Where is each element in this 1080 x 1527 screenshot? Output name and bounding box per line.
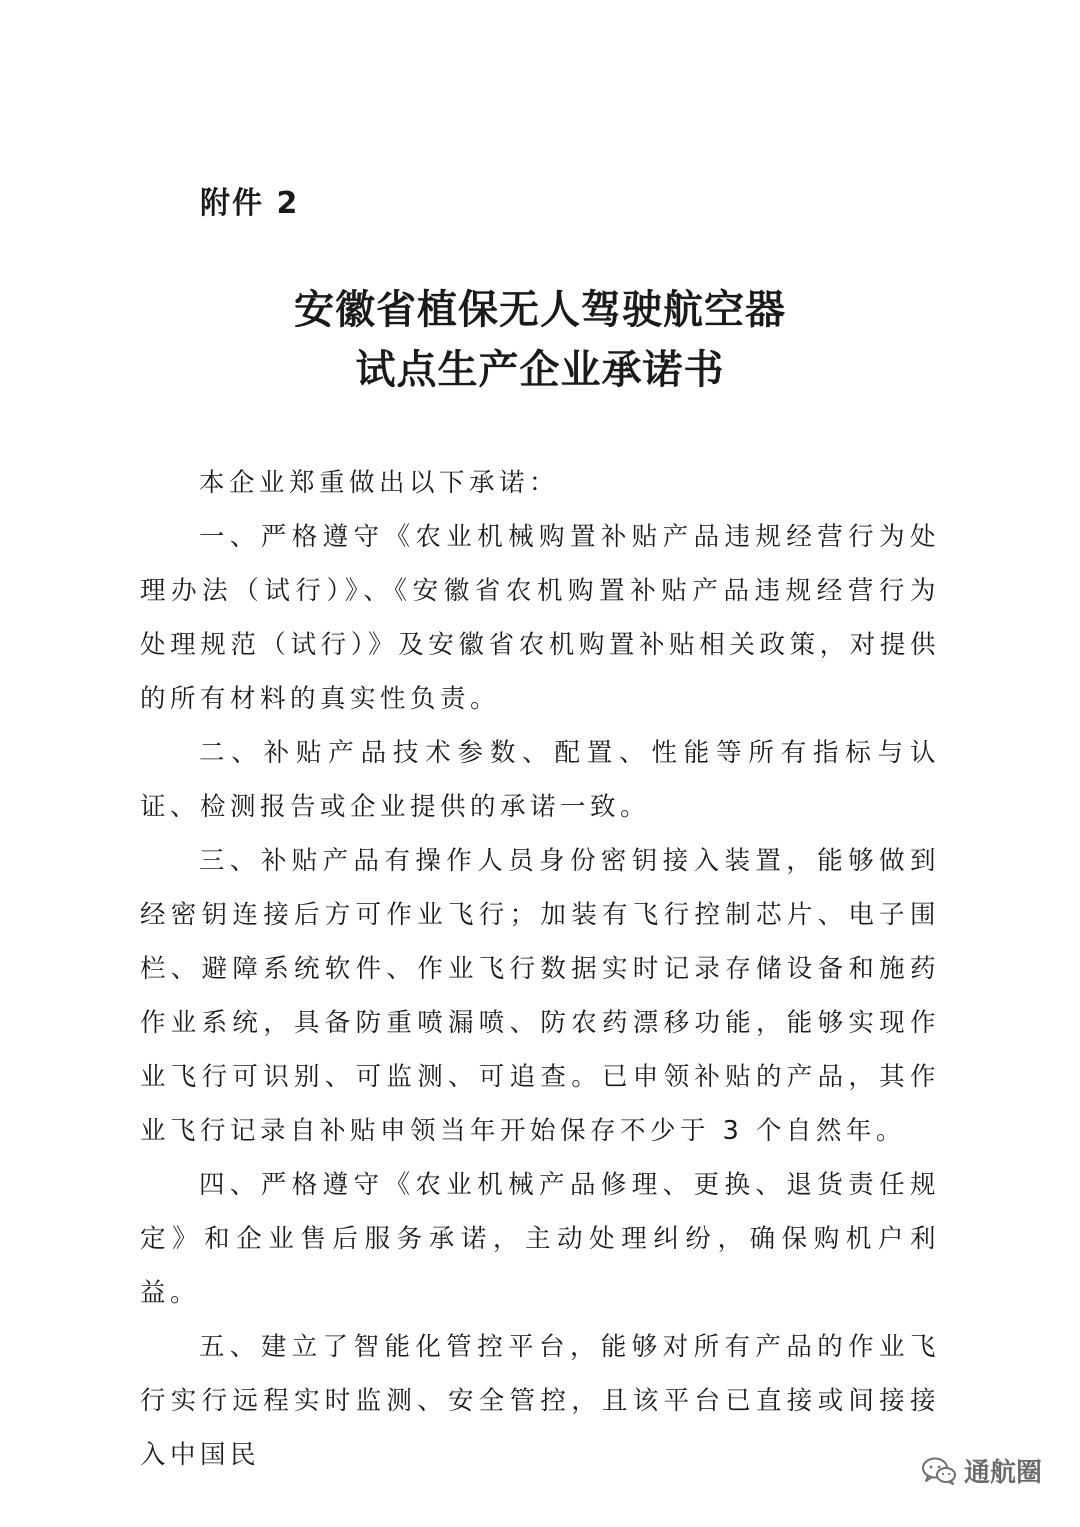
paragraph-1: 一、严格遵守《农业机械购置补贴产品违规经营行为处理办法（试行）》、《安徽省农机购置补贴产品违规经营行为处理规范（试行）》及安徽省农机购置补贴相关政策，对提供的所有材料的真实性负责。 [140,522,940,714]
document-body [140,456,940,1482]
paragraph-2: 二、补贴产品技术参数、配置、性能等所有指标与认证、检测报告或企业提供的承诺一致。 [140,738,940,822]
wechat-icon [920,1456,958,1486]
paragraph-intro: 本企业郑重做出以下承诺： [199,468,560,498]
paragraph-5: 五、建立了智能化管控平台，能够对所有产品的作业飞行实行远程实时监测、安全管控，且该平台已直接或间接接入中国民 [140,1332,940,1470]
page-title [0,280,1080,400]
paragraph-4: 四、严格遵守《农业机械产品修理、更换、退货责任规定》和企业售后服务承诺，主动处理纠纷，确保购机户利益。 [140,1170,940,1308]
watermark-text: 通航圈 [963,1458,1042,1488]
paragraph-3: 三、补贴产品有操作人员身份密钥接入装置，能够做到经密钥连接后方可作业飞行；加装有飞行控制芯片、电子围栏、避障系统软件、作业飞行数据实时记录存储设备和施药作业系统，具备防重喷漏喷、防农药漂移功能，能够实现作业飞行可识别、可监测、可追查。已申领补贴的产品，其作业飞行记录自补贴申领当年开始保存不少于 3 个自然年。 [140,846,940,1146]
title-line-2: 试点生产企业承诺书 [355,346,725,393]
title-line-1: 安徽省植保无人驾驶航空器 [294,286,786,333]
watermark [920,1452,1042,1489]
attachment-label: 附件 2 [200,186,300,221]
